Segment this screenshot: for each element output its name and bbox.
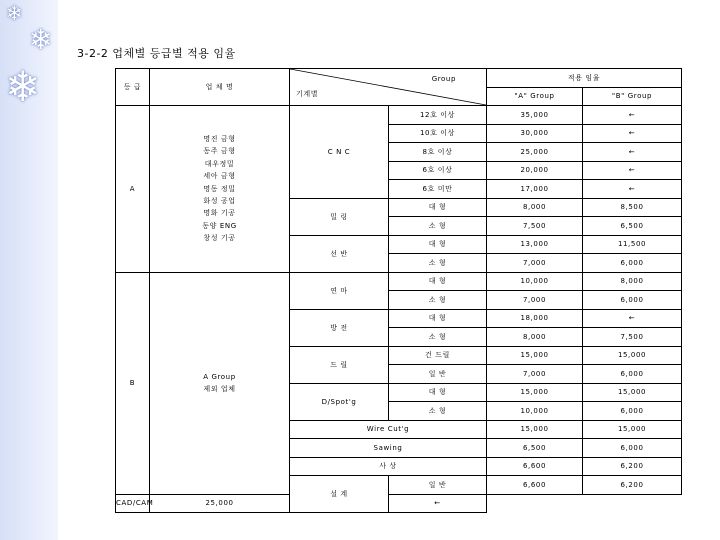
- table-row: [116, 494, 682, 513]
- diagonal-divider: [290, 69, 486, 105]
- sub-category: 10호 이상: [389, 124, 487, 143]
- rate-b: 11,500: [583, 235, 682, 254]
- sub-category: 건 드릴: [389, 346, 487, 365]
- machine-lathe: 선 반: [290, 235, 389, 272]
- machine-drill: 드 릴: [290, 346, 389, 383]
- grade-b-cell: B: [116, 272, 150, 494]
- group-b-header: "B" Group: [583, 87, 682, 106]
- header-row: [116, 69, 682, 88]
- snowflake-icon: ❄: [29, 23, 53, 56]
- snowflake-icon: ❄: [5, 62, 41, 111]
- rate-a: 17,000: [487, 180, 583, 199]
- rate-a: 10,000: [487, 272, 583, 291]
- sub-category: 일 반: [389, 476, 487, 495]
- rate-a: 10,000: [487, 402, 583, 421]
- sub-category: 대 형: [389, 309, 487, 328]
- sub-category: 대 형: [389, 198, 487, 217]
- sub-category: 6호 이상: [389, 161, 487, 180]
- rate-a: 7,000: [487, 365, 583, 384]
- sub-category: 12호 이상: [389, 106, 487, 125]
- rate-a: 15,000: [487, 383, 583, 402]
- rate-b: ←: [583, 161, 682, 180]
- sub-category: CAD/CAM: [116, 494, 150, 513]
- sub-category: 8호 이상: [389, 143, 487, 162]
- rate-a: 25,000: [150, 494, 290, 513]
- sub-category: 6호 미만: [389, 180, 487, 199]
- rate-a: 15,000: [487, 420, 583, 439]
- company-name: 창성 기공: [203, 234, 236, 243]
- company-name: 대우정밀: [204, 159, 235, 168]
- sub-category: 소 형: [389, 291, 487, 310]
- rate-b: 6,000: [583, 291, 682, 310]
- rate-b: ←: [583, 309, 682, 328]
- rate-b: ←: [583, 106, 682, 125]
- rate-a: 15,000: [487, 346, 583, 365]
- rate-a: 30,000: [487, 124, 583, 143]
- rate-a: 13,000: [487, 235, 583, 254]
- rate-b: 6,000: [583, 365, 682, 384]
- rate-b: 6,500: [583, 217, 682, 236]
- company-name: 명동 정밀: [203, 184, 236, 193]
- rate-a: 20,000: [487, 161, 583, 180]
- sub-category: 소 형: [389, 217, 487, 236]
- machine-label: 기계별: [296, 90, 319, 98]
- company-name: 화성 공업: [203, 196, 236, 205]
- company-header: 업 체 명: [150, 69, 290, 106]
- rate-b: ←: [583, 143, 682, 162]
- rate-b: 8,500: [583, 198, 682, 217]
- rate-b: 15,000: [583, 420, 682, 439]
- machine-cnc: C N C: [290, 106, 389, 199]
- rate-b: 6,000: [583, 402, 682, 421]
- rate-b: 6,000: [583, 254, 682, 273]
- rate-a: 8,000: [487, 198, 583, 217]
- sub-category: 대 형: [389, 383, 487, 402]
- table-row: [116, 272, 682, 291]
- company-name: 동양 ENG: [202, 221, 237, 230]
- rate-b: 6,200: [583, 457, 682, 476]
- group-machine-header: [290, 69, 487, 106]
- rate-a: 6,600: [487, 476, 583, 495]
- rate-b: 15,000: [583, 346, 682, 365]
- machine-design: 설 계: [290, 476, 389, 513]
- sub-category: 소 형: [389, 254, 487, 273]
- rate-a: 25,000: [487, 143, 583, 162]
- rate-a: 6,600: [487, 457, 583, 476]
- rate-a: 35,000: [487, 106, 583, 125]
- company-name: A Group: [203, 372, 236, 381]
- page-title: 3-2-2 업체별 등급별 적용 임율: [77, 47, 236, 60]
- rate-a: 7,000: [487, 254, 583, 273]
- rate-b: 6,000: [583, 439, 682, 458]
- machine-dspotting: D/Spot'g: [290, 383, 389, 420]
- rate-a: 8,000: [487, 328, 583, 347]
- group-label: Group: [431, 75, 456, 83]
- rate-b: ←: [389, 494, 487, 513]
- company-name: 명화 기공: [203, 209, 236, 218]
- rate-a: 7,000: [487, 291, 583, 310]
- rate-header: 적용 임율: [487, 69, 682, 88]
- snowflake-icon: ❄: [6, 1, 23, 25]
- grade-a-companies: [150, 106, 290, 273]
- sub-category: 대 형: [389, 235, 487, 254]
- grade-b-companies: [150, 272, 290, 494]
- rate-a: 7,500: [487, 217, 583, 236]
- rate-b: ←: [583, 180, 682, 199]
- rate-b: 8,000: [583, 272, 682, 291]
- sub-category: 소 형: [389, 328, 487, 347]
- group-a-header: "A" Group: [487, 87, 583, 106]
- rate-b: 15,000: [583, 383, 682, 402]
- machine-edm: 방 전: [290, 309, 389, 346]
- table-row: [116, 106, 682, 125]
- company-name: 명진 금형: [203, 134, 236, 143]
- rate-a: 18,000: [487, 309, 583, 328]
- machine-wirecut: Wire Cut'g: [290, 420, 487, 439]
- machine-sawing: Sawing: [290, 439, 487, 458]
- sub-category: 일 반: [389, 365, 487, 384]
- rate-b: 6,200: [583, 476, 682, 495]
- sub-category: 대 형: [389, 272, 487, 291]
- grade-a-cell: A: [116, 106, 150, 273]
- company-name: 세아 금형: [203, 172, 236, 181]
- company-name: 동주 금형: [203, 147, 236, 156]
- machine-sasang: 사 상: [290, 457, 487, 476]
- rate-b: ←: [583, 124, 682, 143]
- rate-a: 6,500: [487, 439, 583, 458]
- rate-table: [115, 68, 682, 513]
- machine-milling: 밀 링: [290, 198, 389, 235]
- sub-category: 소 형: [389, 402, 487, 421]
- rate-b: 7,500: [583, 328, 682, 347]
- machine-grinding: 연 마: [290, 272, 389, 309]
- company-name: 제외 업체: [203, 385, 236, 393]
- grade-header: 등 급: [116, 69, 150, 106]
